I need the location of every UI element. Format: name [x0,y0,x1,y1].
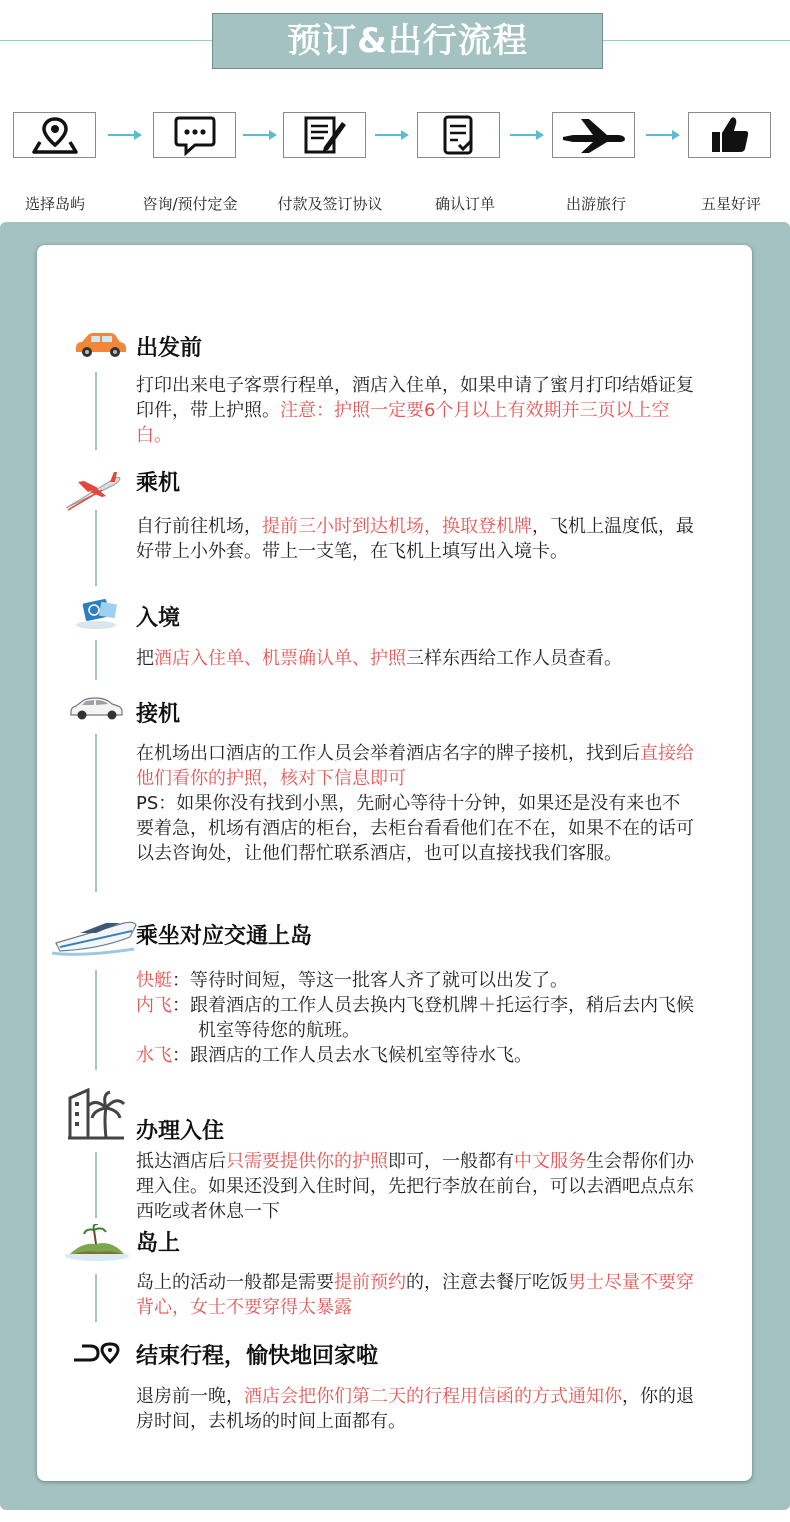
chat-bubble-icon [173,114,217,156]
section-title-pickup: 接机 [136,702,181,727]
step-review [688,112,771,158]
flow-arrow-icon [108,130,142,140]
flow-arrow-icon [375,130,409,140]
section-body-trip-end [136,1384,696,1434]
body-text: ：跟着酒店的工作人员去换内飞登机牌＋托运行李，稍后去内飞候机室等待您的航班。 [172,995,694,1041]
highlight-text: 提前三小时到达机场，换取登机牌 [262,516,532,537]
transfer-seaplane-row [136,1043,706,1068]
section-title-before-departure: 出发前 [136,336,203,361]
jet-icon [62,462,122,516]
airplane-icon [559,115,629,155]
document-sign-icon [300,114,350,156]
flow-arrow-icon [243,130,277,140]
section-body-before-departure [136,373,696,448]
timeline-line [95,372,97,450]
step-label: 咨询/预付定金 [142,195,238,213]
timeline-line [95,970,97,1070]
section-title-boarding: 乘机 [136,471,181,496]
body-text: ，飞机上温度低，最好带上小外套。带上一支笔，在飞机上填写出入境卡。 [136,516,694,562]
highlight-text: 酒店入住单、机票确认单、护照 [154,648,406,669]
body-text: 的，注意去餐厅吃饭 [406,1272,568,1293]
section-body-check-in [136,1149,696,1224]
step-label: 确认订单 [434,195,495,213]
highlight-text: 直接给他们看你的护照，核对下信息即可 [136,743,694,789]
body-text: 自行前往机场， [136,516,262,537]
body-text: 岛上的活动一般都是需要 [136,1272,334,1293]
header-line-right [603,40,790,41]
island-icon [62,1224,132,1268]
body-text: 即可，一般都有 [388,1151,514,1172]
section-title-on-island: 岛上 [136,1231,181,1256]
transfer-domestic-row [136,993,706,1043]
highlight-text: 男士尽量不要穿背心，女士不要穿得太暴露 [136,1272,694,1318]
highlight-text: 提前预约 [334,1272,406,1293]
transfer-label-domestic-flight: 内飞 [136,995,172,1016]
highlight-text: 中文服务 [514,1151,586,1172]
page-title: 预订&出行流程 [212,13,603,69]
section-body-pickup [136,741,696,866]
body-text: 退房前一晚， [136,1386,244,1407]
section-title-island-transfer: 乘坐对应交通上岛 [136,924,313,949]
section-body-entry [136,646,716,671]
timeline-line [95,1152,97,1218]
step-label: 选择岛屿 [24,195,85,213]
car-icon [72,330,128,362]
thumbs-up-icon [708,114,752,156]
section-title-trip-end: 结束行程，愉快地回家啦 [136,1344,379,1369]
step-consult [153,112,236,158]
body-text: ，你的退房时间，去机场的时间上面都有。 [136,1386,694,1432]
section-body-on-island [136,1270,696,1320]
body-text: ：跟酒店的工作人员去水飞候机室等待水飞。 [172,1045,532,1066]
step-payment [283,112,366,158]
timeline-line [95,1274,97,1322]
timeline-line [95,734,97,892]
body-text: 打印出来电子客票行程单，酒店入住单，如果申请了蜜月打印结婚证复印件，带上护照。 [136,375,694,421]
body-text: 三样东西给工作人员查看。 [406,648,622,669]
body-text: 生会帮你们办理入住。如果还没到入住时间，先把行李放在前台，可以去酒吧点点东西吃或者休息一下 [136,1151,694,1222]
highlight-text: 注意：护照一定要6个月以上有效期并三页以上空白。 [136,400,670,446]
transfer-label-seaplane: 水飞 [136,1045,172,1066]
step-label: 付款及签订协议 [277,195,383,213]
map-pin-icon [30,115,80,155]
flow-arrow-icon [646,130,680,140]
step-label: 出游旅行 [565,195,626,213]
body-text: 抵达酒店后 [136,1151,226,1172]
speedboat-icon [50,903,138,963]
body-text: ：等待时间短，等这一批客人齐了就可以出发了。 [172,970,568,991]
sedan-icon [68,692,124,726]
section-title-entry: 入境 [136,606,181,631]
body-text: 把 [136,648,154,669]
timeline-line [95,510,97,586]
step-travel [552,112,635,158]
section-title-check-in: 办理入住 [136,1119,225,1144]
section-body-boarding [136,514,696,564]
passport-icon [74,595,120,635]
transfer-speedboat-row [136,968,706,993]
flow-arrow-icon [510,130,544,140]
hotel-palm-icon [66,1088,126,1144]
checklist-icon [439,114,479,156]
header-line-left [0,40,212,41]
highlight-text: 只需要提供你的护照 [226,1151,388,1172]
body-text: PS：如果你没有找到小黑，先耐心等待十分钟，如果还是没有来也不要着急，机场有酒店的柜台，去柜台看看他们在不在，如果不在的话可以去咨询处，让他们帮忙联系酒店，也可以直接找我们客服。 [136,793,694,864]
timeline-line [95,640,97,680]
highlight-text: 酒店会把你们第二天的行程用信函的方式通知你 [244,1386,622,1407]
step-select-island [13,112,96,158]
transfer-label-speedboat: 快艇 [136,970,172,991]
step-label: 五星好评 [700,195,761,213]
step-confirm-order [417,112,500,158]
body-text: 在机场出口酒店的工作人员会举着酒店名字的牌子接机，找到后 [136,743,640,764]
section-body-island-transfer [136,968,706,1068]
route-icon [72,1340,122,1370]
